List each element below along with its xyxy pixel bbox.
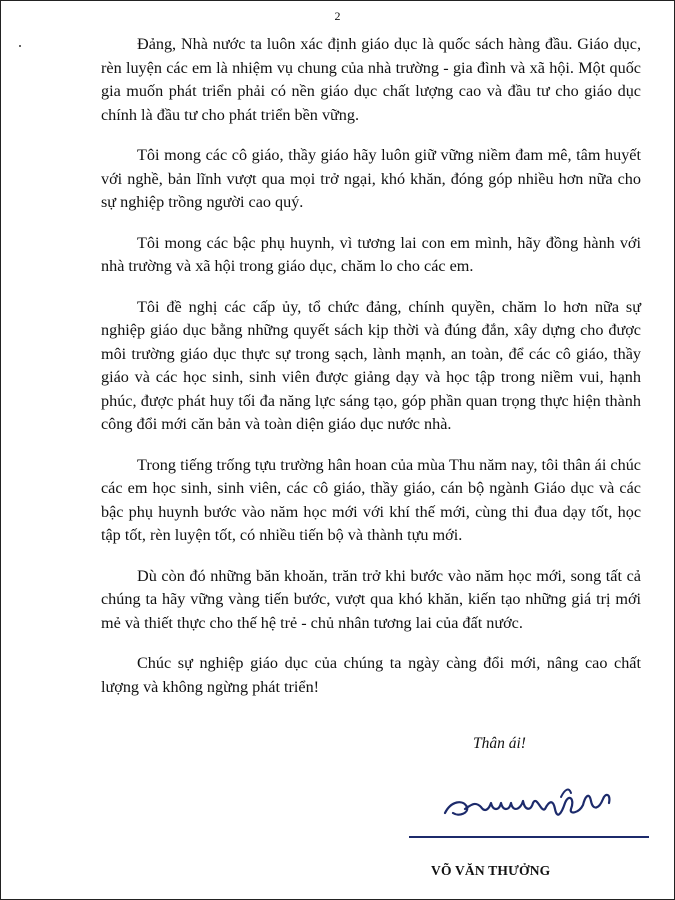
page-number: 2 — [334, 9, 341, 23]
signer-name: VÕ VĂN THƯỞNG — [431, 863, 551, 878]
paragraph-3: Tôi mong các bậc phụ huynh, vì tương lai con em mình, hãy đồng hành với nhà trường và xã hội trong giáo dục, chăm lo cho các em. — [101, 233, 641, 275]
closing-salutation: Thân ái! — [473, 735, 526, 752]
handwritten-signature — [441, 779, 641, 829]
paragraph-1: Đảng, Nhà nước ta luôn xác định giáo dục là quốc sách hàng đầu. Giáo dục, rèn luyện các em là nhiệm vụ chung của nhà trường - gia đình và xã hội. Một quốc gia muốn phát triển phải có nền giáo dục chất lượng cao và đầu tư cho giáo dục chính là đầu tư cho phát triển bền vững. — [101, 35, 641, 124]
paragraph-2: Tôi mong các cô giáo, thầy giáo hãy luôn giữ vững niềm đam mê, tâm huyết với nghề, bản lĩnh vượt qua mọi trở ngại, khó khăn, đóng góp nhiều hơn nữa cho sự nghiệp trồng người cao quý. — [101, 146, 641, 211]
paragraph-7: Chúc sự nghiệp giáo dục của chúng ta ngày càng đổi mới, nâng cao chất lượng và không ngừng phát triển! — [101, 654, 641, 696]
paragraph-4: Tôi đề nghị các cấp ủy, tổ chức đảng, chính quyền, chăm lo hơn nữa sự nghiệp giáo dục bằng những quyết sách kịp thời và đúng đắn, xây dựng cho được môi trường giáo dục thực sự trong sạch, lành mạnh, an toàn, để các cô giáo, thầy giáo và các học sinh, sinh viên được giảng dạy và học tập trong niềm vui, hạnh phúc, được phát huy tối đa năng lực sáng tạo, góp phần quan trọng thực hiện thành công đổi mới căn bản và toàn diện giáo dục nước nhà. — [101, 297, 641, 433]
letter-body — [101, 33, 641, 716]
scan-speck — [19, 45, 21, 47]
paragraph-6: Dù còn đó những băn khoăn, trăn trở khi bước vào năm học mới, song tất cả chúng ta hãy vững vàng tiến bước, vượt qua khó khăn, kiến tạo những giá trị mới mẻ và thiết thực cho thế hệ trẻ - chủ nhân tương lai của đất nước. — [101, 566, 641, 632]
signature-line — [409, 836, 649, 838]
paragraph-5: Trong tiếng trống tựu trường hân hoan của mùa Thu năm nay, tôi thân ái chúc các em học sinh, sinh viên, các cô giáo, thầy giáo, cán bộ ngành Giáo dục và các bậc phụ huynh bước vào năm học mới với khí thế mới, cùng thi đua dạy tốt, học tập tốt, rèn luyện tốt, có nhiều tiến bộ và thành tựu mới. — [101, 455, 641, 544]
